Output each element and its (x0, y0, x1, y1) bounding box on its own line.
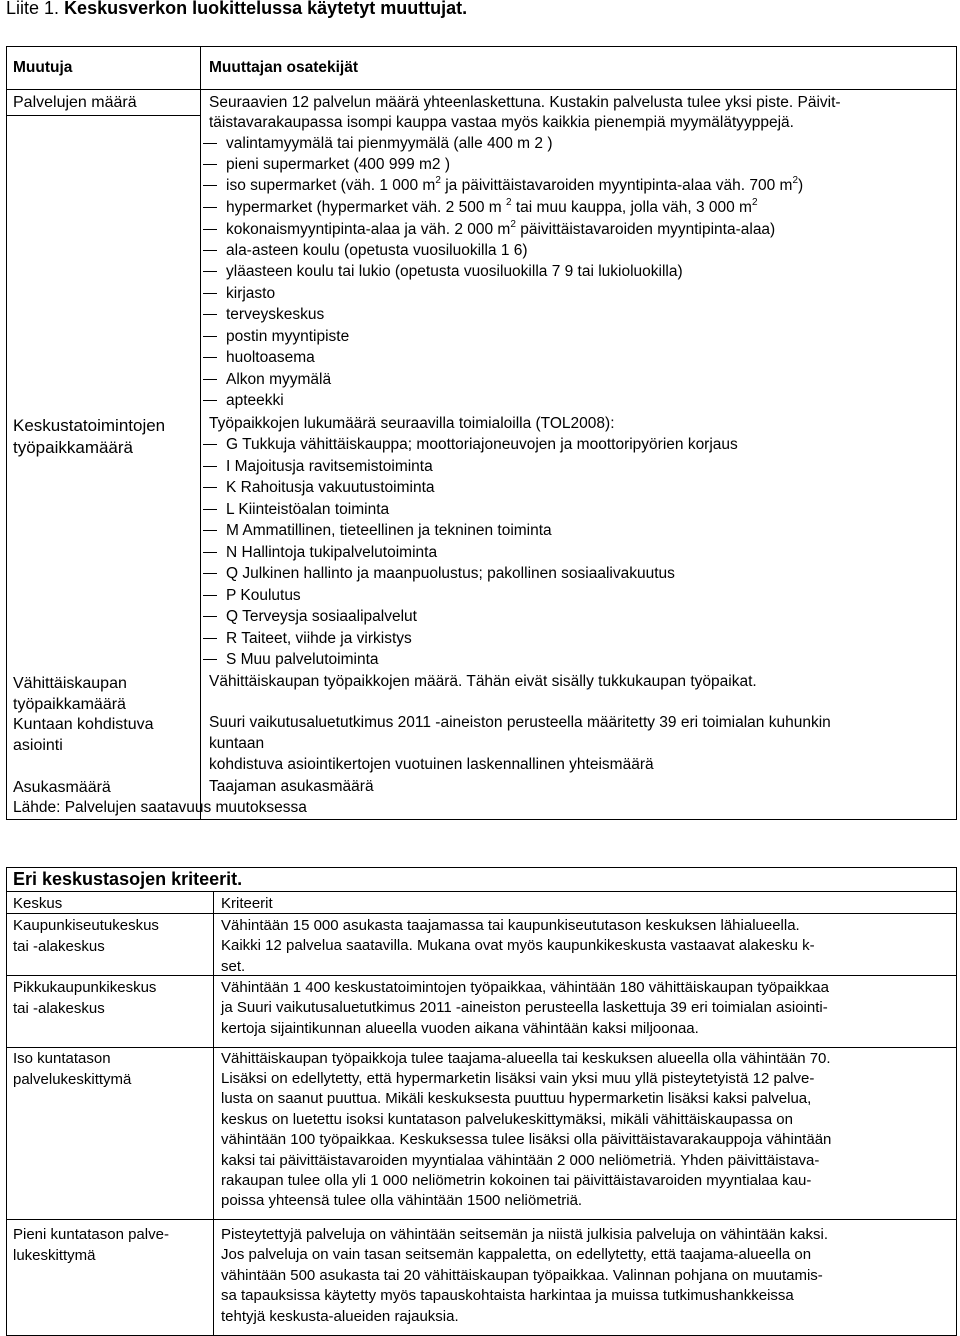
page-title (6, 0, 467, 19)
label-asiointi-2: asiointi (13, 737, 63, 754)
criteria-line: tehtyjä keskusta-alueiden rajauksia. (221, 1308, 459, 1325)
criteria-line: keskus on luetettu isoksi kuntatason palvelukeskittymäksi, mikäli vähittäiskaupassa on (221, 1111, 793, 1128)
population-desc: Taajaman asukasmäärä (209, 778, 374, 795)
label-retail-jobs-1: Vähittäiskaupan (13, 675, 127, 692)
criteria-line: kertoja sijaintikunnan alueella vuoden aikana vähintään kaksi miljoonaa. (221, 1020, 699, 1037)
service-item: postin myyntipiste (203, 326, 349, 347)
job-item: M Ammatillinen, tieteellinen ja tekninen toiminta (203, 520, 552, 541)
center-type: Kaupunkiseutukeskus (13, 917, 159, 934)
job-item: L Kiinteistöalan toiminta (203, 499, 389, 520)
service-item: valintamyymälä tai pienmyymälä (alle 400 m 2 ) (203, 133, 552, 154)
criteria-line: Vähintään 15 000 asukasta taajamassa tai kaupunkiseututason keskuksen lähialueella. (221, 917, 800, 934)
center-type-sub: palvelukeskittymä (13, 1071, 132, 1088)
criteria-line: Jos palveluja on vain tasan seitsemän kappaletta, on edellytetty, että taajama-alueella on (221, 1246, 812, 1263)
service-item: yläasteen koulu tai lukio (opetusta vuosiluokilla 7 9 tai lukioluokilla) (203, 261, 683, 282)
label-services-count: Palvelujen määrä (13, 94, 137, 111)
criteria-line: Vähittäiskaupan työpaikkoja tulee taajama-alueella tai keskuksen alueella olla vähintään 70. (221, 1050, 831, 1067)
criteria-line: vähintään 500 asukasta tai 20 vähittäiskaupan työpaikkaa. Valinnan pohjana on muutamis- (221, 1267, 823, 1284)
criteria-line: vähintään 100 työpaikkaa. Keskuksessa tulee lisäksi olla päivittäistavarakauppoja vähintään (221, 1131, 832, 1148)
title-main: Keskusverkon luokittelussa käytetyt muuttujat. (64, 0, 468, 18)
variables-table (6, 46, 957, 820)
center-type: Pikkukaupunkikeskus (13, 979, 157, 996)
service-item: huoltoasema (203, 347, 315, 368)
col-header-criteria: Kriteerit (221, 895, 273, 912)
service-item: Alkon myymälä (203, 369, 331, 390)
criteria-line: lusta on saanut puuttua. Mikäli keskuksesta puuttuu hypermarketin lisäksi kaksi palvelua, (221, 1090, 812, 1107)
services-intro-2: täistavarakaupassa isompi kauppa vastaa myös kaikkia pienempiä myymälätyyppejä. (209, 114, 794, 131)
service-item: pieni supermarket (400 999 m2 ) (203, 154, 450, 175)
jobs-intro: Työpaikkojen lukumäärä seuraavilla toimialoilla (TOL2008): (209, 415, 615, 432)
center-type-sub: lukeskittymä (13, 1247, 96, 1264)
job-item: I Majoitusja ravitsemistoiminta (203, 456, 433, 477)
col-header-center: Keskus (13, 895, 63, 912)
job-item: N Hallintoja tukipalvelutoiminta (203, 542, 437, 563)
center-type-sub: tai -alakeskus (13, 1000, 105, 1017)
retail-desc: Vähittäiskaupan työpaikkojen määrä. Tähän eivät sisälly tukkukaupan työpaikat. (209, 673, 757, 690)
services-intro-1: Seuraavien 12 palvelun määrä yhteenlaskettuna. Kustakin palvelusta tulee yksi piste. Päivit- (209, 94, 841, 111)
job-item: S Muu palvelutoiminta (203, 649, 379, 670)
center-type: Pieni kuntatason palve- (13, 1226, 169, 1243)
criteria-line: ja Suuri vaikutusaluetutkimus 2011 -aineiston perusteella laskettuja 39 eri toimialan asiointi- (221, 999, 828, 1016)
criteria-line: rakaupan tulee olla yli 1 000 neliömetrin kokoinen tai päivittäistavaroiden myyntialaa kau- (221, 1172, 812, 1189)
service-item: iso supermarket (väh. 1 000 $m^2$ ja päivittäistavaroiden myyntipinta-alaa väh. 700 $m^2$) (203, 175, 803, 196)
job-item: Q Julkinen hallinto ja maanpuolustus; pakollinen sosiaalivakuutus (203, 563, 675, 584)
label-central-jobs-1: Keskustatoimintojen (13, 416, 166, 435)
criteria-line: set. (221, 958, 246, 975)
service-item: kirjasto (203, 283, 275, 304)
source-note: Lähde: Palvelujen saatavuus muutoksessa (13, 799, 307, 816)
criteria-line: sa tapauksissa käytetty myös tapauskohtaista harkintaa ja muissa tutkimushankkeissa (221, 1287, 794, 1304)
job-item: R Taiteet, viihde ja virkistys (203, 628, 412, 649)
criteria-line: Lisäksi on edellytetty, että hypermarketin lisäksi vain yksi muu yllä pisteytetyistä 12 palve- (221, 1070, 815, 1087)
label-population: Asukasmäärä (13, 779, 111, 796)
service-item: hypermarket (hypermarket väh. 2 500 m $^2$ tai muu kauppa, jolla väh, 3 000 $m^2$ (203, 197, 758, 218)
service-item: kokonaismyyntipinta-alaa ja väh. 2 000 $m^2$ päivittäistavaroiden myyntipinta-alaa) (203, 219, 775, 240)
label-asiointi-1: Kuntaan kohdistuva (13, 716, 154, 733)
criteria-line: Vähintään 1 400 keskustatoimintojen työpaikkaa, vähintään 180 vähittäiskaupan työpaikkaa (221, 979, 829, 996)
asiointi-desc-1: Suuri vaikutusaluetutkimus 2011 -aineiston perusteella määritetty 39 eri toimialan kuhunkin (209, 714, 831, 731)
criteria-line: poissa yhteensä tulee olla vähintään 1500 neliömetriä. (221, 1192, 583, 1209)
title-prefix: Liite 1. (6, 0, 60, 18)
col-header-components: Muuttajan osatekijät (209, 59, 358, 76)
criteria-title: Eri keskustasojen kriteerit. (13, 869, 243, 889)
service-item: apteekki (203, 390, 284, 411)
col-header-variable: Muutuja (13, 59, 73, 76)
asiointi-desc-3: kohdistuva asiointikertojen vuotuinen laskennallinen yhteismäärä (209, 756, 654, 773)
criteria-table (6, 867, 957, 1336)
center-type-sub: tai -alakeskus (13, 938, 105, 955)
service-item: terveyskeskus (203, 304, 324, 325)
criteria-line: Pisteytettyjä palveluja on vähintään seitsemän ja niistä julkisia palveluja on vähintään kaksi. (221, 1226, 829, 1243)
asiointi-desc-2: kuntaan (209, 735, 265, 752)
job-item: G Tukkuja vähittäiskauppa; moottoriajoneuvojen ja moottoripyörien korjaus (203, 434, 738, 455)
job-item: Q Terveysja sosiaalipalvelut (203, 606, 417, 627)
service-item: ala-asteen koulu (opetusta vuosiluokilla 1 6) (203, 240, 528, 261)
center-type: Iso kuntatason (13, 1050, 111, 1067)
job-item: P Koulutus (203, 585, 301, 606)
label-central-jobs-2: työpaikkamäärä (13, 438, 134, 457)
job-item: K Rahoitusja vakuutustoiminta (203, 477, 435, 498)
criteria-line: Kaikki 12 palvelua saatavilla. Mukana ovat myös kaupunkikeskusta vastaavat alakesku k- (221, 937, 815, 954)
label-retail-jobs-2: työpaikkamäärä (13, 696, 126, 713)
criteria-line: kaksi tai päivittäistavaroiden myyntialaa vähintään 2 000 neliömetriä. Yhden päivittäistava- (221, 1152, 820, 1169)
